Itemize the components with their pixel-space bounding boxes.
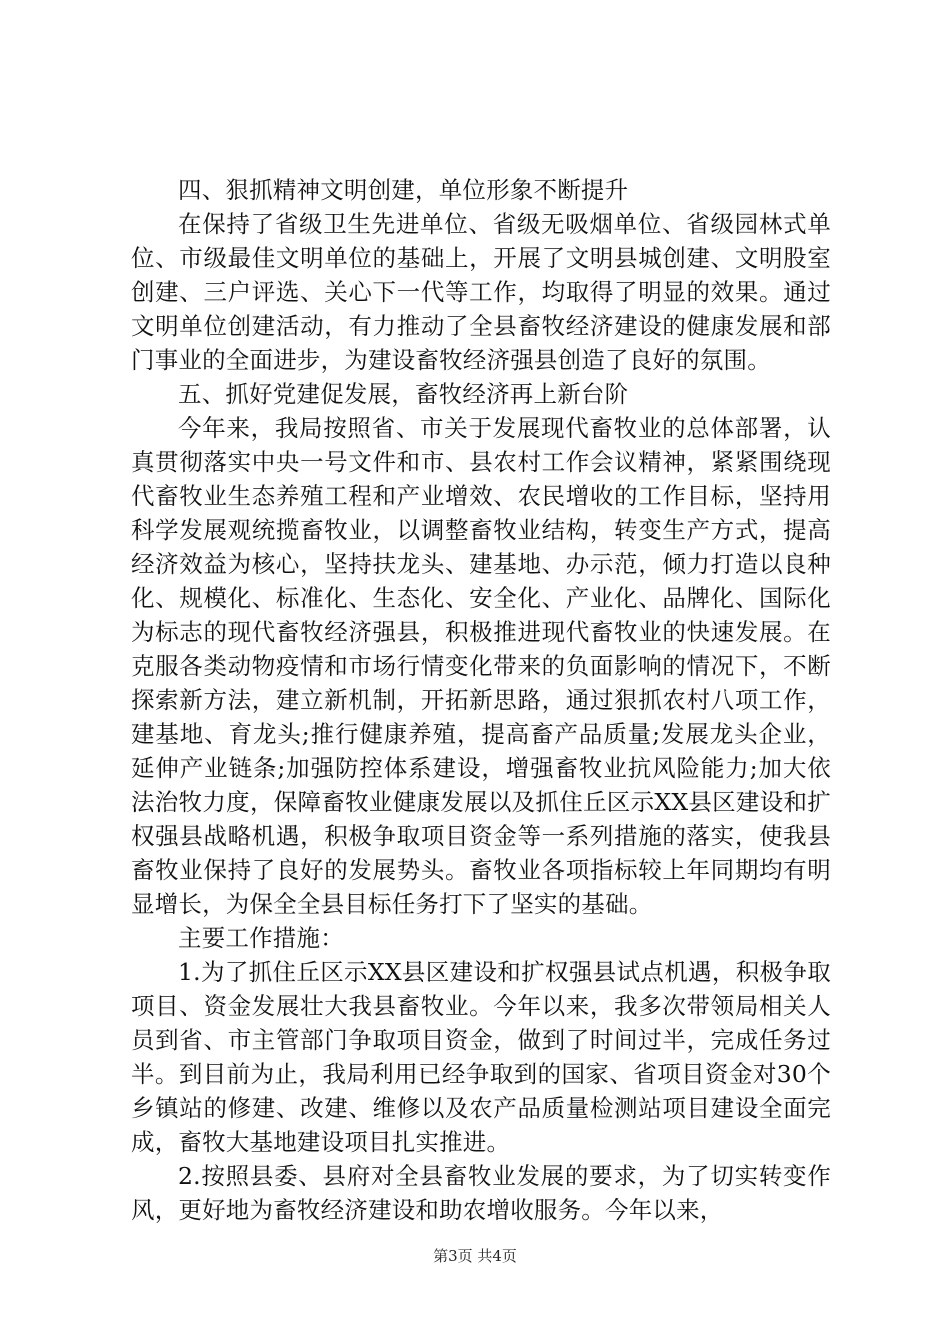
page-footer: 第3页 共4页 xyxy=(433,1247,517,1265)
paragraph-animal-husbandry-development: 今年来，我局按照省、市关于发展现代畜牧业的总体部署，认真贯彻落实中央一号文件和市、县农村工作会议精神，紧紧围绕现代畜牧业生态养殖工程和产业增效、农民增收的工作目标，坚持用科学发展观统揽畜牧业，以调整畜牧业结构，转变生产方式，提高经济效益为核心，坚持扶龙头、建基地、办示范，倾力打造以良种化、规模化、标准化、生态化、安全化、产业化、品牌化、国际化为标志的现代畜牧经济强县，积极推进现代畜牧业的快速发展。在克服各类动物疫情和市场行情变化带来的负面影响的情况下，不断探索新方法，建立新机制，开拓新思路，通过狠抓农村八项工作，建基地、育龙头;推行健康养殖，提高畜产品质量;发展龙头企业，延伸产业链条;加强防控体系建设，增强畜牧业抗风险能力;加大依法治牧力度，保障畜牧业健康发展以及抓住丘区示XX县区建设和扩权强县战略机遇，积极争取项目资金等一系列措施的落实，使我县畜牧业保持了良好的发展势头。畜牧业各项指标较上年同期均有明显增长，为保全全县目标任务打下了坚实的基础。 xyxy=(131,414,831,918)
document-body xyxy=(131,173,831,1227)
paragraph-measure-two: 2.按照县委、县府对全县畜牧业发展的要求，为了切实转变作风，更好地为畜牧经济建设和助农增收服务。今年以来， xyxy=(131,1162,831,1224)
paragraph-civilization-creation: 在保持了省级卫生先进单位、省级无吸烟单位、省级园林式单位、市级最佳文明单位的基础上，开展了文明县城创建、文明股室创建、三户评选、关心下一代等工作，均取得了明显的效果。通过文明单位创建活动，有力推动了全县畜牧经济建设的健康发展和部门事业的全面进步，为建设畜牧经济强县创造了良好的氛围。 xyxy=(131,210,831,374)
paragraph-measure-one: 1.为了抓住丘区示XX县区建设和扩权强县试点机遇，积极争取项目、资金发展壮大我县畜牧业。今年以来，我多次带领局相关人员到省、市主管部门争取项目资金，做到了时间过半，完成任务过半。到目前为止，我局利用已经争取到的国家、省项目资金对30个乡镇站的修建、改建、维修以及农产品质量检测站项目建设全面完成，畜牧大基地建设项目扎实推进。 xyxy=(131,958,831,1156)
paragraph-main-measures-heading: 主要工作措施： xyxy=(178,924,344,952)
section-heading-five: 五、抓好党建促发展，畜牧经济再上新台阶 xyxy=(178,380,629,408)
section-heading-four: 四、狠抓精神文明创建，单位形象不断提升 xyxy=(178,176,629,204)
